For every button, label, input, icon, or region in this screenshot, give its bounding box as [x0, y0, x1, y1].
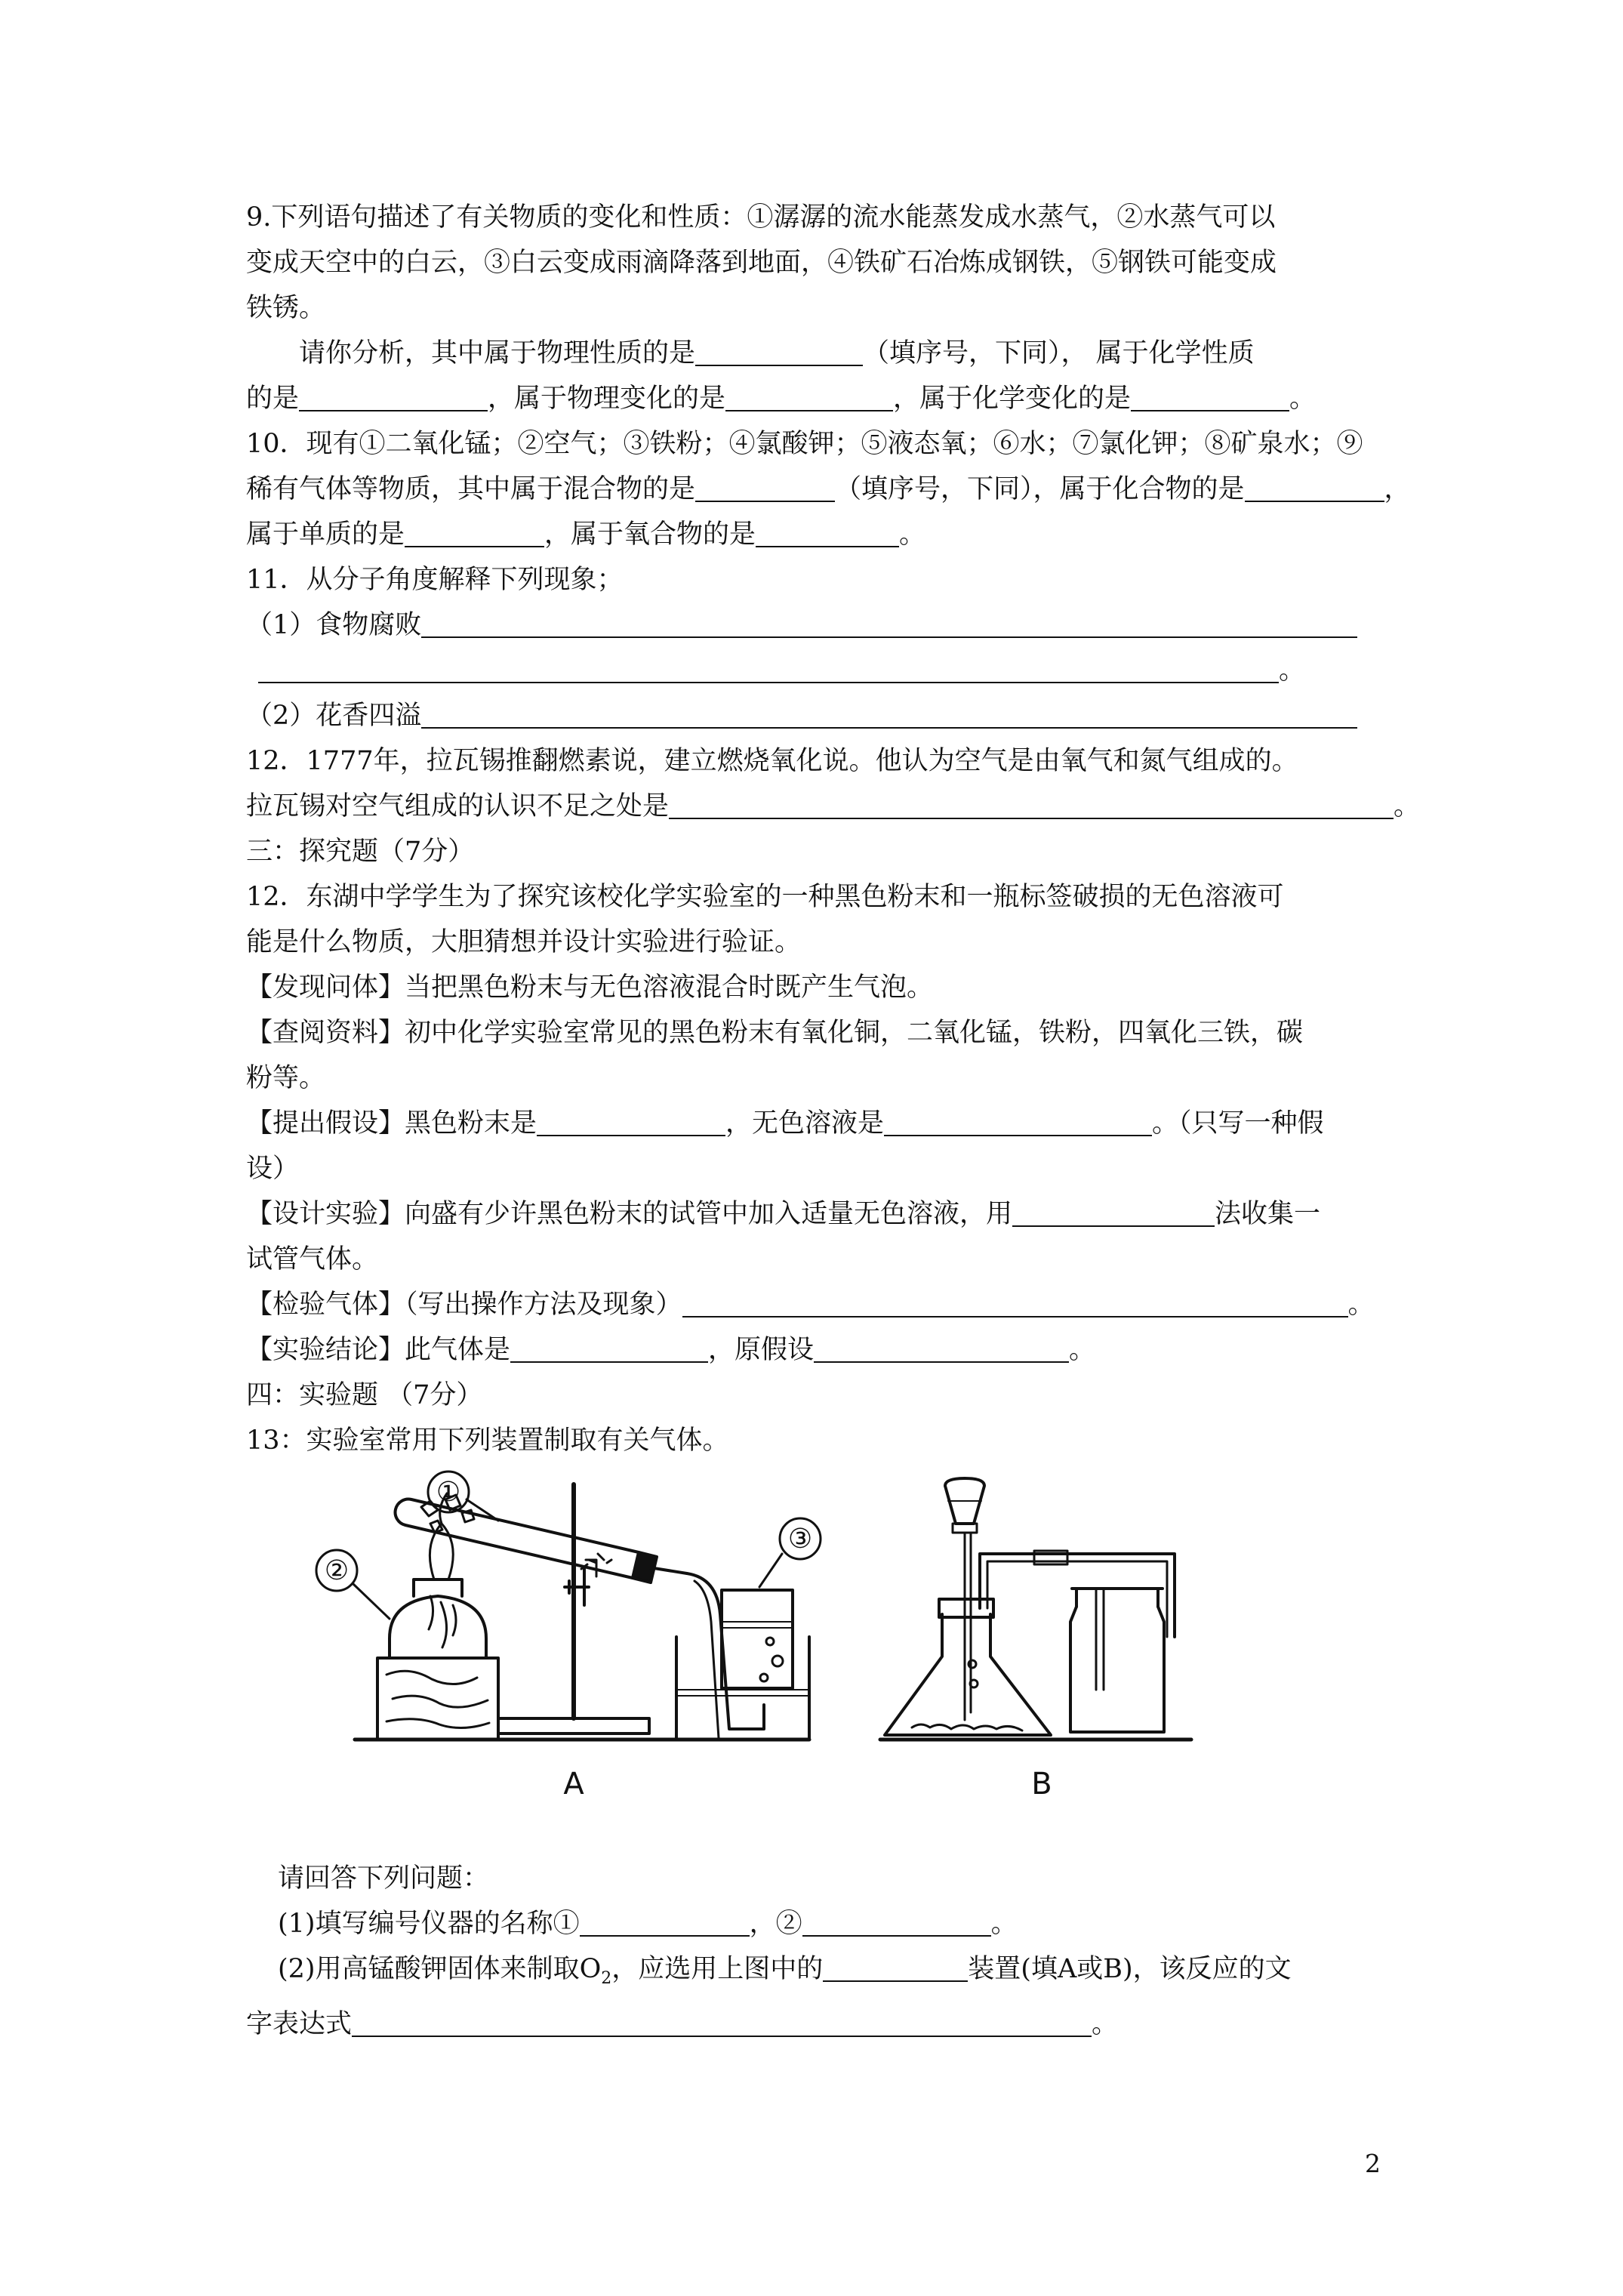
inquiry-research-1: 【查阅资料】初中化学实验室常见的黑色粉末有氧化铜，二氧化锰，铁粉，四氧化三铁，碳 — [246, 1018, 1304, 1048]
q13-instruction: 请回答下列问题： — [278, 1863, 490, 1894]
q12-line-2: 拉瓦锡对空气组成的认识不足之处是 。 — [246, 791, 1421, 821]
answer-blank[interactable] — [421, 611, 1357, 638]
answer-blank[interactable] — [725, 384, 893, 411]
inquiry-hypothesis-cont: 设） — [246, 1154, 300, 1184]
answer-blank[interactable] — [695, 339, 863, 366]
q10-line-3: 属于单质的是 ，属于氧合物的是 。 — [246, 519, 926, 550]
inquiry-hypothesis: 【提出假设】黑色粉末是 ，无色溶液是 。（只写一种假 — [246, 1108, 1324, 1139]
section-four-heading: 四：实验题 （7分） — [246, 1380, 483, 1410]
answer-blank[interactable] — [299, 384, 488, 411]
q11-title: 11．从分子角度解释下列现象； — [246, 565, 624, 595]
q13-sub-2-cont: 字表达式 。 — [246, 2009, 1119, 2039]
apparatus-b — [880, 1478, 1191, 1801]
answer-blank[interactable] — [352, 2010, 1092, 2037]
answer-blank[interactable] — [884, 1109, 1152, 1136]
q12-line-1: 12．1777年，拉瓦锡推翻燃素说，建立燃烧氧化说。他认为空气是由氧气和氮气组成的。 — [246, 746, 1298, 776]
q13-sub-2: (2)用高锰酸钾固体来制取$O_2$，应选用上图中的 装置(填A或B)，该反应的文 — [278, 1954, 1292, 1988]
inquiry-conclusion: 【实验结论】此气体是 ，原假设 。 — [246, 1335, 1096, 1365]
apparatus-figure — [246, 1463, 1401, 1856]
inquiry-design-cont: 试管气体。 — [246, 1244, 379, 1274]
label-1: ① — [436, 1477, 461, 1508]
answer-blank[interactable] — [669, 792, 1394, 819]
q9-line-2: 变成天空中的白云，③白云变成雨滴降落到地面，④铁矿石冶炼成钢铁，⑤钢铁可能变成 — [246, 248, 1277, 278]
inquiry-line-1: 12．东湖中学学生为了探究该校化学实验室的一种黑色粉末和一瓶标签破损的无色溶液可 — [246, 882, 1284, 912]
inquiry-test: 【检验气体】（写出操作方法及现象） 。 — [246, 1290, 1375, 1320]
answer-blank[interactable] — [695, 475, 835, 502]
label-3: ③ — [787, 1524, 813, 1555]
q10-line-2: 稀有气体等物质，其中属于混合物的是 （填序号，下同），属于化合物的是 ， — [246, 474, 1411, 504]
q13-sub-1: (1)填写编号仪器的名称① ，② 。 — [278, 1909, 1018, 1939]
q9-line-1: 9.下列语句描述了有关物质的变化和性质：①潺潺的流水能蒸发成水蒸气，②水蒸气可以 — [246, 202, 1276, 233]
label-2: ② — [324, 1555, 350, 1586]
answer-blank[interactable] — [802, 1909, 991, 1937]
answer-blank[interactable] — [814, 1336, 1069, 1363]
q10-line-1: 10．现有①二氧化锰；②空气；③铁粉；④氯酸钾；⑤液态氧；⑥水；⑦氯化钾；⑧矿泉水；⑨ — [246, 429, 1363, 459]
inquiry-line-2: 能是什么物质，大胆猜想并设计实验进行验证。 — [246, 927, 802, 957]
label-a: A — [563, 1767, 584, 1801]
answer-blank[interactable] — [1245, 475, 1384, 502]
q11-item-1: （1）食物腐败 — [246, 603, 1401, 648]
q9-line-5: 的是 ，属于物理变化的是 ，属于化学变化的是 。 — [246, 384, 1317, 414]
answer-blank[interactable] — [682, 1290, 1348, 1318]
q9-line-3: 铁锈。 — [246, 293, 326, 323]
inquiry-research-2: 粉等。 — [246, 1063, 326, 1093]
answer-blank[interactable] — [510, 1336, 708, 1363]
answer-blank[interactable] — [823, 1955, 968, 1982]
inquiry-design: 【设计实验】向盛有少许黑色粉末的试管中加入适量无色溶液，用 法收集一 — [246, 1199, 1321, 1229]
q13-title: 13：实验室常用下列装置制取有关气体。 — [246, 1425, 729, 1456]
apparatus-a — [316, 1472, 821, 1801]
answer-blank[interactable] — [421, 701, 1357, 729]
question-content — [246, 195, 1421, 2047]
q11-item-1-cont: 。 — [246, 648, 1401, 693]
answer-blank[interactable] — [405, 520, 544, 547]
answer-blank[interactable] — [258, 656, 1279, 683]
q11-item-2: （2）花香四溢 — [246, 693, 1401, 738]
apparatus-drawing — [0, 1463, 1623, 1856]
answer-blank[interactable] — [756, 520, 899, 547]
answer-blank[interactable] — [537, 1109, 725, 1136]
answer-blank[interactable] — [1131, 384, 1289, 411]
page-number: 2 — [1365, 2149, 1381, 2178]
answer-blank[interactable] — [580, 1909, 750, 1937]
inquiry-problem: 【发现问体】当把黑色粉末与无色溶液混合时既产生气泡。 — [246, 972, 934, 1003]
answer-blank[interactable] — [1012, 1200, 1215, 1227]
label-b: B — [1031, 1767, 1052, 1801]
section-three-heading: 三：探究题（7分） — [246, 837, 475, 867]
q9-line-4: 请你分析，其中属于物理性质的是 （填序号，下同）， 属于化学性质 — [299, 338, 1255, 368]
